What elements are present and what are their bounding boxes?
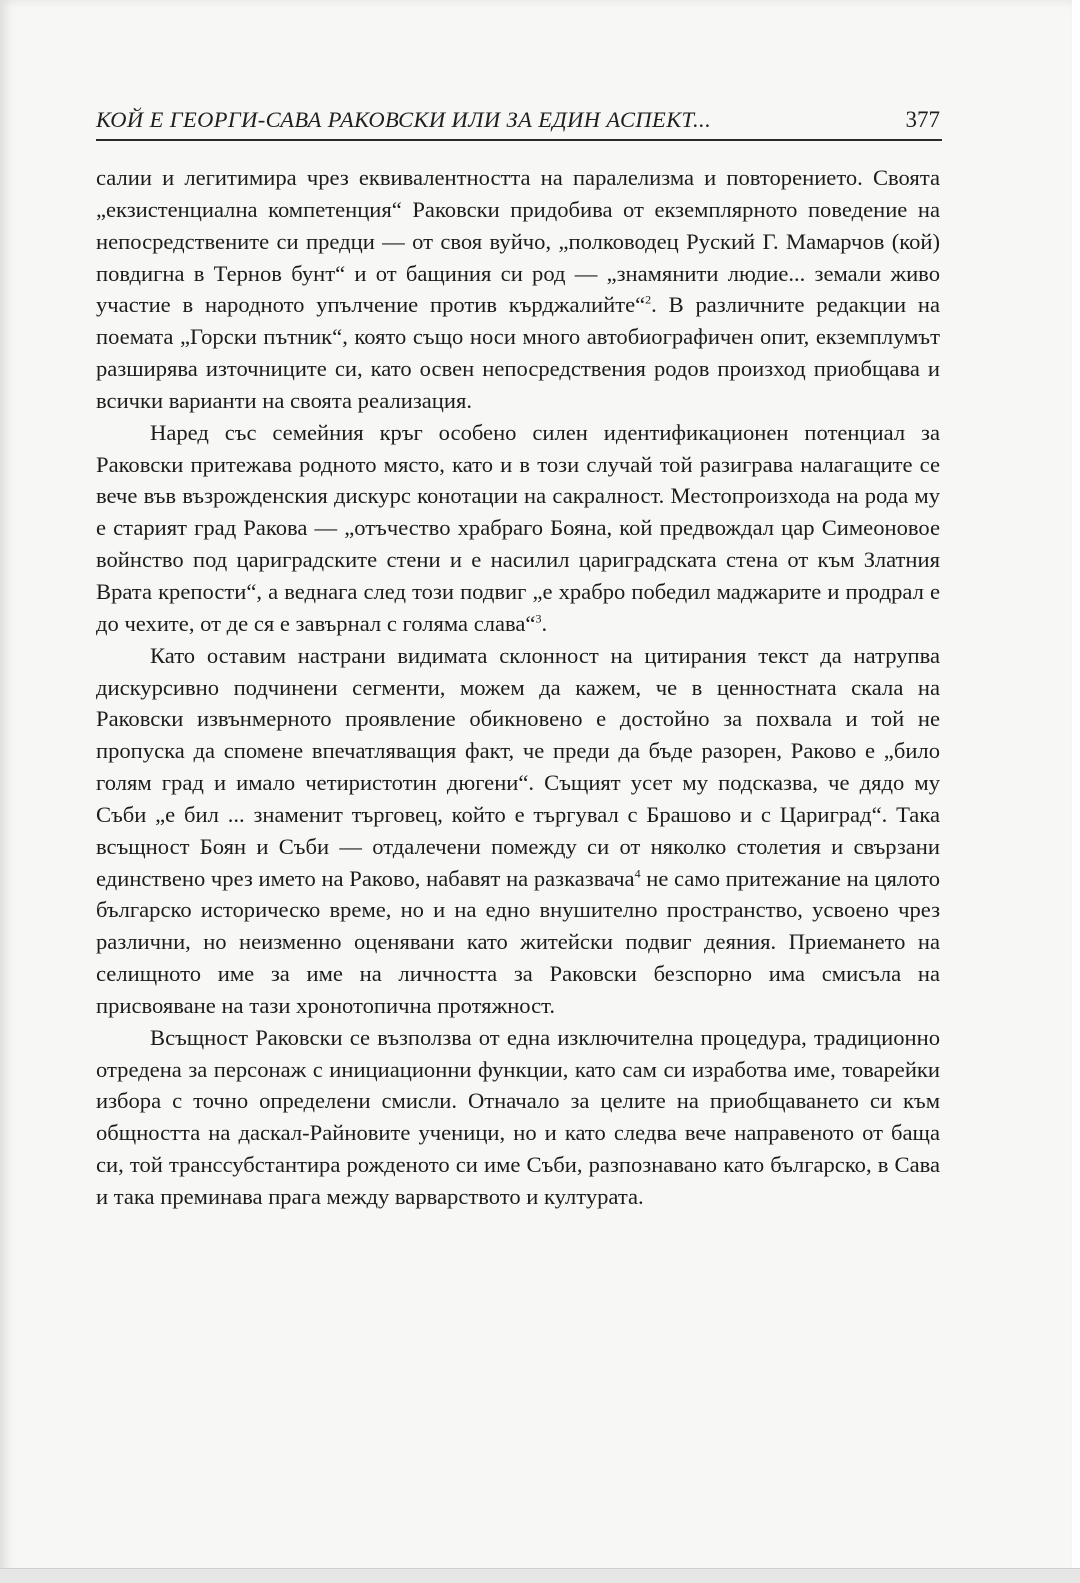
paragraph-4 [96,1022,940,1213]
page-header [96,101,942,137]
footnote-ref-2: 2 [645,292,652,307]
paragraph-4-text: Всъщност Раковски се възползва от една изключителна процедура, традиционно отредена за персонаж с инициационни функции, като сам си изработва име, товарейки избора с точно определени смисли. Отначало за целите на приобщаването си към общността на даскал-Райновите ученици, но и като следва вече направеното от баща си, той транссубстантира рожденото си име Съби, разпознавано като българско, в Сава и така преминава прага между варварството и културата. [96,1024,940,1209]
paragraph-3 [96,640,940,1022]
paragraph-2-text: Наред със семейния кръг особено силен идентификационен потенциал за Раковски притежава родното място, като и в този случай той разиграва налагащите се вече във възрожденския дискурс конотации на сакралност. Местопроизхода на рода му е старият град Ракова — „отъчество храбраго Бояна, кой предвождал цар Симеоновое войнство под цариградските стени и е насилил цариградската стена от към Златния Врата крепости“, а веднага след този подвиг „е храбро победил маджарите и продрал е до чехите, от де ся е завърнал с голяма слава“ [96,419,940,636]
scan-edge-bottom [0,1568,1080,1583]
paragraph-1-text: салии и легитимира чрез еквивалентността на паралелизма и повторението. Своята „екзистенциална компетенция“ Раковски придобива от екземплярното поведение на непосредствените си предци — от своя вуйчо, „полководец Руский Г. Мамарчов (кой) повдигна в Тернов бунт“ и от бащиния си род — „знамянити людие... земали живо участие в народното упълчение против кърджалийте“ [96,165,940,318]
header-rule [96,139,942,141]
paragraph-3-text-cont: не само притежание на цялото българско историческо време, но и на едно внушително пространство, усвоено чрез различни, но неизменно оценявани като житейски подвиг деяния. Приемането на селищното име за име на личността за Раковски безспорно има смисъла на присвояване на тази хронотопична протяжност. [96,865,940,1018]
page-number: 377 [905,107,940,132]
scan-edge-right [1072,0,1080,1583]
running-head: КОЙ Е ГЕОРГИ-САВА РАКОВСКИ ИЛИ ЗА ЕДИН АСПЕКТ... [96,107,712,132]
body-text [96,162,940,1213]
paragraph-1 [96,162,940,417]
paragraph-2-text-cont: . [541,610,548,636]
footnote-ref-4: 4 [634,866,641,881]
paragraph-3-text: Като оставим настрани видимата склонност на цитирания текст да натрупва дискурсивно подчинени сегменти, можем да кажем, че в ценностната скала на Раковски извънмерното проявление обикновено е достойно за похвала и той не пропуска да спомене впечатляващия факт, че преди да бъде разорен, Раково е „било голям град и имало четиристотин дюгени“. Същият усет му подсказва, че дядо му Съби „е бил ... знаменит търговец, който е търгувал с Брашово и с Цариград“. Така всъщност Боян и Съби — отдалечени помежду си от няколко столетия и свързани единствено чрез името на Раково, набавят на разказвача [96,642,940,891]
paragraph-1-text-cont: . В различните редакции на поемата „Горски пътник“, която също носи много автобиографичен опит, екземплумът разширява източниците си, като освен непосредствения родов произход приобщава и всички варианти на своята реализация. [96,292,940,413]
footnote-ref-3: 3 [535,611,542,626]
paragraph-2 [96,417,940,640]
